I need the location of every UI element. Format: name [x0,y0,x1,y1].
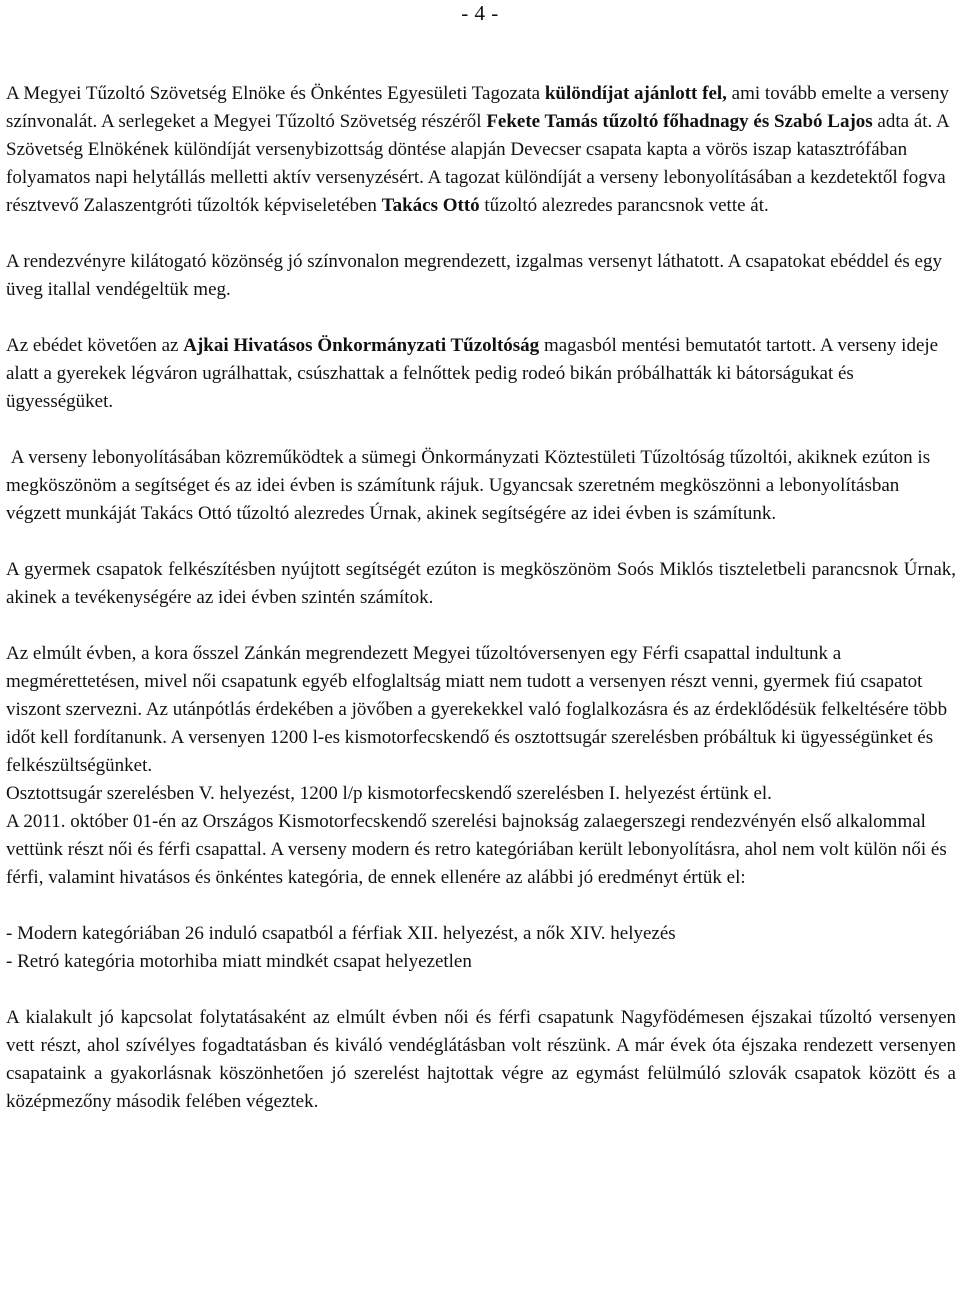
paragraph-thanks: A verseny lebonyolításában közreműködtek a sümegi Önkormányzati Köztestületi Tűzoltóság tűzoltói, akiknek ezúton is megköszönöm a segítséget és az idei évben is számítunk rájuk. Ugyancsak szeretném megköszönni a lebonyolításban végzett munkáját Takács Ottó tűzoltó alezredes Úrnak, akinek segítségére az idei évben is számítunk. [6,447,935,524]
bold-text: Ajkai Hivatásos Önkormányzati Tűzoltóság [183,335,540,356]
paragraph-audience: A rendezvényre kilátogató közönség jó színvonalon megrendezett, izgalmas versenyt láthatott. A csapatokat ebéddel és egy üveg itallal vendégeltük meg. [6,251,942,300]
paragraph-results: Osztottsugár szerelésben V. helyezést, 1200 l/p kismotorfecskendő szerelésben I. helyezést értünk el. [6,783,772,804]
text-run: tűzoltó alezredes parancsnok vette át. [479,195,769,216]
page-number: - 4 - [461,1,499,25]
text-run: ami tovább emelte a verseny színvonalát. A serlegeket a Megyei Tűzoltó Szövetség részéről [6,83,950,132]
paragraph-national-championship: A 2011. október 01-én az Országos Kismotorfecskendő szerelési bajnokság zalaegerszegi rendezvényén első alkalommal vettünk részt női és férfi csapattal. A verseny modern és retro kategóriában került lebonyolításra, ahol nem volt külön női és férfi, valamint hivatásos és önkéntes kategória, de ennek ellenére az alábbi jó eredményt értük el: [6,811,947,888]
paragraph-night-competition: A kialakult jó kapcsolat folytatásaként az elmúlt évben női és férfi csapatunk Nagyfödémesen éjszakai tűzoltó versenyen vett részt, ahol szívélyes fogadtatásban és kiváló vendéglátásban volt részünk. A már évek óta éjszaka rendezett versenyen csapataink a gyakorlásnak köszönhetően jó szerelést hajtottak végre az egymást felülmúló szlovák csapatok között és a középmezőny második felében végeztek. [6,1007,956,1112]
text-run: magasból mentési bemutatót tartott. A verseny ideje alatt a gyerekek légváron ugrálhattak, csúszhattak a felnőttek pedig rodeó bikán próbálhatták ki bátorságukat és ügyességüket. [6,335,939,412]
paragraph-award [6,80,956,220]
document-body [6,80,956,1116]
text-run: A Megyei Tűzoltó Szövetség Elnöke és Önkéntes Egyesületi Tagozata [6,83,545,104]
paragraph-demonstration [6,332,956,416]
list-item: - Modern kategóriában 26 induló csapatból a férfiak XII. helyezést, a nők XIV. helyezés [6,923,676,944]
list-item: - Retró kategória motorhiba miatt mindkét csapat helyezetlen [6,951,472,972]
text-run: adta át. A Szövetség Elnökének különdíját versenybizottság döntése alapján Devecser csapata kapta a vörös iszap katasztrófában folyamatos napi helytállás melletti aktív versenyzésért. A tagozat különdíját a verseny lebonyolításában a kezdetektől fogva résztvevő Zalaszentgróti tűzoltók képviseletében [6,111,949,216]
bold-text: Fekete Tamás tűzoltó főhadnagy és Szabó Lajos [486,111,873,132]
paragraph-children-teams: A gyermek csapatok felkészítésben nyújtott segítségét ezúton is megköszönöm Soós Miklós tiszteletbeli parancsnok Úrnak, akinek a tevékenységére az idei évben szintén számítok. [6,559,956,608]
bold-text: különdíjat ajánlott fel, [544,83,727,104]
bold-text: Takács Ottó [381,195,480,216]
paragraph-last-year: Az elmúlt évben, a kora ősszel Zánkán megrendezett Megyei tűzoltóversenyen egy Férfi csapattal indultunk a megmérettetésen, mivel női csapatunk egyéb elfoglaltság miatt nem tudott a versenyen részt venni, gyermek fiú csapatot viszont szervezni. Az utánpótlás érdekében a jövőben a gyerekekkel való foglalkozásra és az érdeklődésük felkeltésére több időt kell fordítanunk. A versenyen 1200 l-es kismotorfecskendő és osztottsugár szerelésben próbáltuk ki ügyességünket és felkészültségünket. [6,643,948,776]
text-run: Az ebédet követően az [6,335,184,356]
